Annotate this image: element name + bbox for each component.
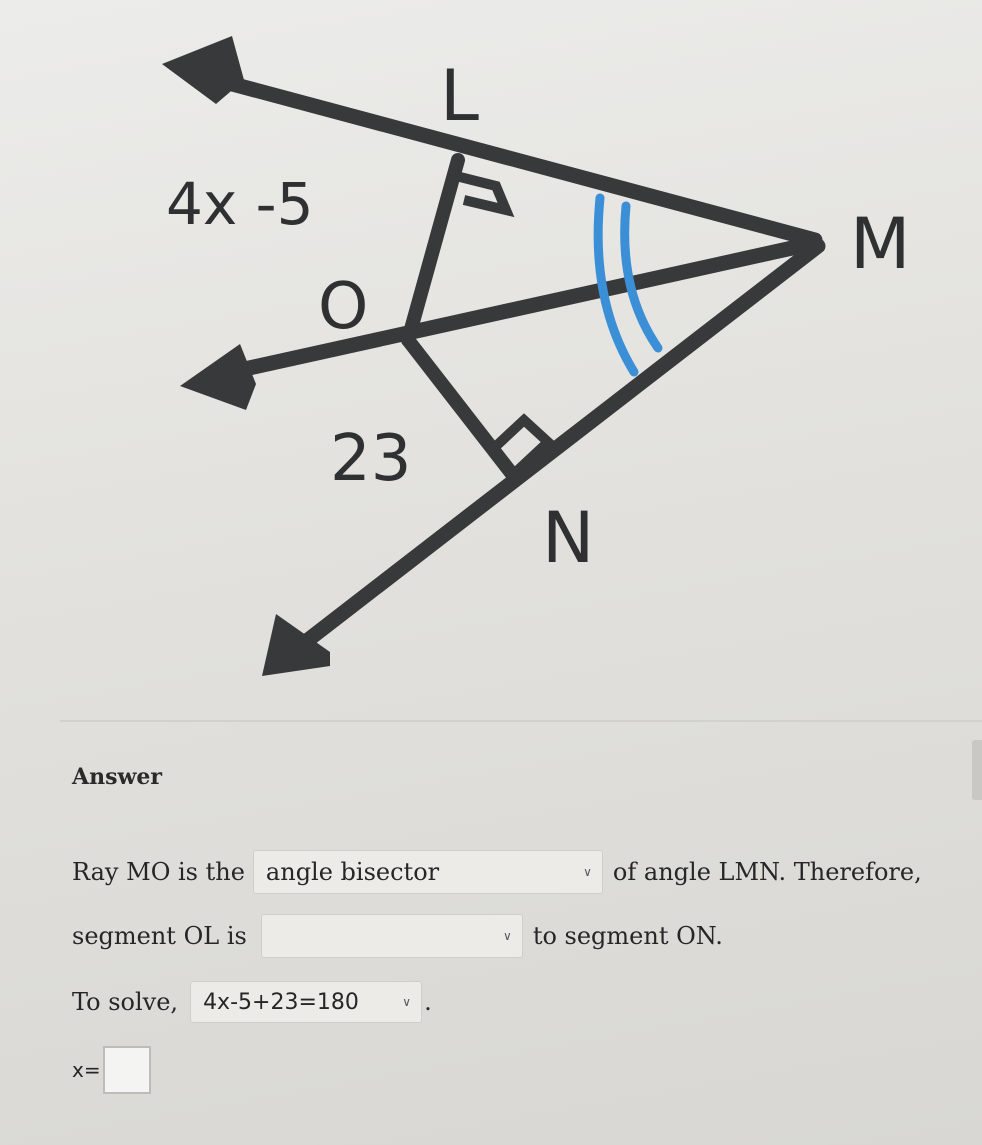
scrollbar[interactable] bbox=[972, 740, 982, 800]
equation-dropdown[interactable] bbox=[190, 981, 422, 1023]
answer-line-2 bbox=[72, 912, 723, 960]
label-o: O bbox=[318, 270, 369, 344]
equation-dropdown-value: 4x-5+23=180 bbox=[203, 989, 359, 1015]
chevron-down-icon: ∨ bbox=[583, 865, 592, 879]
segment-ol bbox=[408, 160, 458, 340]
segment-on bbox=[408, 340, 512, 474]
answer-line-4 bbox=[72, 1044, 151, 1096]
answer-heading: Answer bbox=[72, 764, 162, 790]
right-angle-marker-l bbox=[456, 176, 506, 210]
chevron-down-icon: ∨ bbox=[503, 929, 512, 943]
bisector-dropdown[interactable] bbox=[253, 850, 603, 894]
line3-text-before: To solve, bbox=[72, 988, 179, 1016]
panel-divider bbox=[60, 720, 982, 722]
label-l: L bbox=[440, 55, 479, 137]
line2-text-before: segment OL is bbox=[72, 922, 247, 950]
label-n: N bbox=[542, 497, 595, 579]
answer-line-3 bbox=[72, 978, 432, 1026]
line1-text-before: Ray MO is the bbox=[72, 858, 245, 886]
label-on-value: 23 bbox=[330, 422, 412, 496]
line2-text-after: to segment ON. bbox=[532, 922, 723, 950]
chevron-down-icon: ∨ bbox=[402, 995, 412, 1009]
label-m: M bbox=[850, 203, 911, 285]
label-ol-expression: 4x -5 bbox=[166, 170, 314, 238]
line3-text-after: . bbox=[424, 988, 432, 1016]
x-label: x= bbox=[72, 1058, 101, 1082]
bisector-dropdown-value: angle bisector bbox=[265, 858, 440, 886]
answer-line-1 bbox=[72, 848, 922, 896]
arrowhead-ml bbox=[162, 36, 244, 104]
relationship-dropdown[interactable] bbox=[261, 914, 523, 958]
arrowhead-mo bbox=[180, 344, 256, 410]
x-answer-input[interactable] bbox=[103, 1046, 151, 1094]
line1-text-after: of angle LMN. Therefore, bbox=[612, 858, 922, 886]
